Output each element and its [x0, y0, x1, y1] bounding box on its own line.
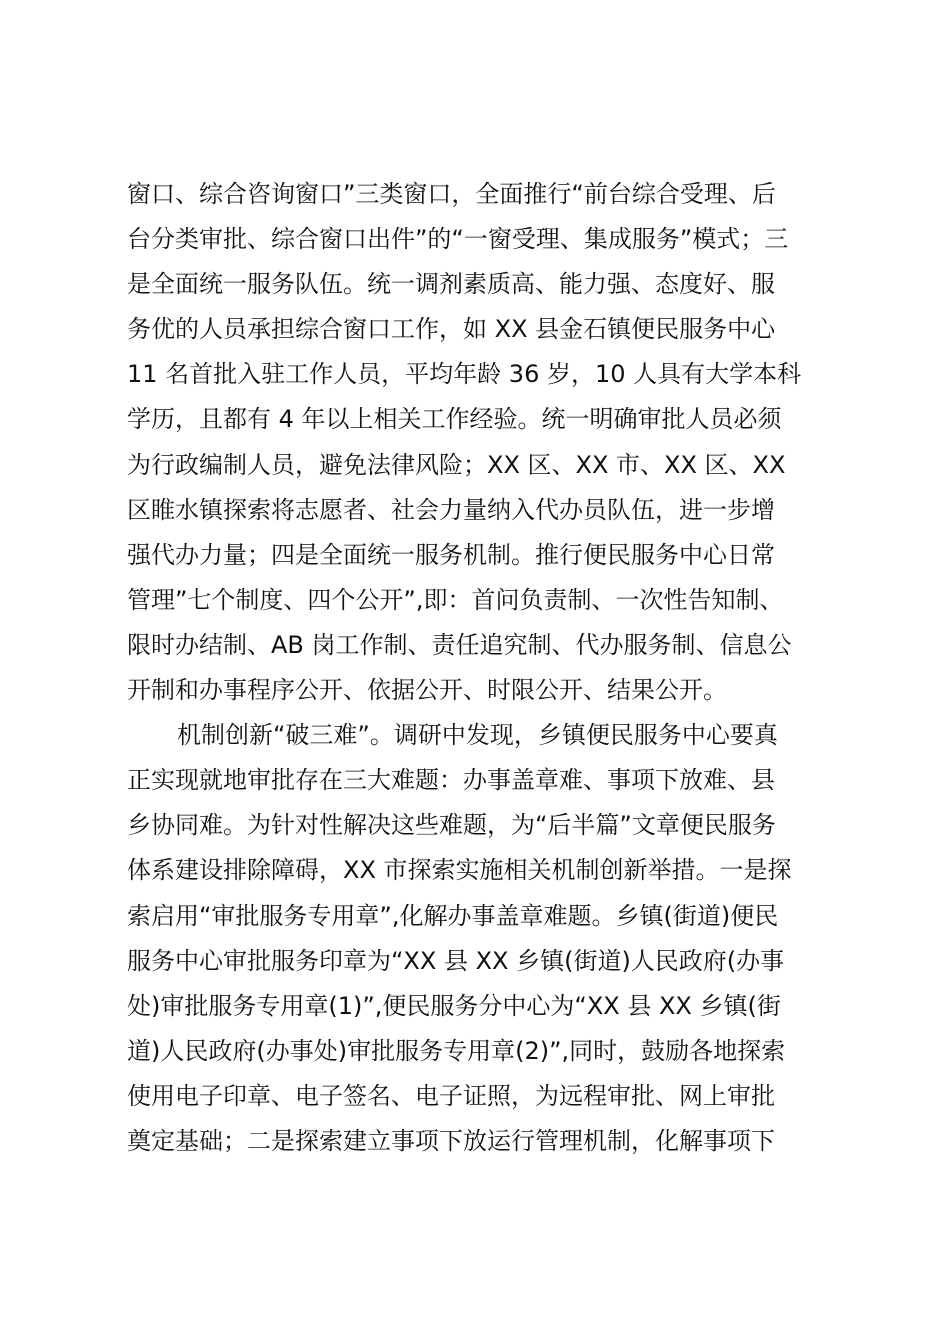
text-line: 务优的人员承担综合窗口工作，如 XX 县金石镇便民服务中心: [127, 315, 776, 344]
text-line: 奠定基础；二是探索建立事项下放运行管理机制，化解事项下: [127, 1126, 775, 1155]
text-line: 乡协同难。为针对性解决这些难题，为“后半篇”文章便民服务: [127, 811, 776, 840]
text-line: 使用电子印章、电子签名、电子证照，为远程审批、网上审批: [127, 1081, 775, 1110]
text-line: 限时办结制、AB 岗工作制、责任追究制、代办服务制、信息公: [127, 630, 792, 659]
text-line: 台分类审批、综合窗口出件”的“一窗受理、集成服务”模式；三: [127, 225, 789, 254]
text-line: 管理”七个制度、四个公开”,即：首问负责制、一次性告知制、: [127, 585, 784, 614]
text-line: 服务中心审批服务印章为“XX 县 XX 乡镇(街道)人民政府(办事: [127, 946, 785, 975]
text-line: 体系建设排除障碍，XX 市探索实施相关机制创新举措。一是探: [127, 856, 792, 885]
text-line: 道)人民政府(办事处)审批服务专用章(2)”,同时，鼓励各地探索: [127, 1036, 786, 1065]
text-line: 强代办力量；四是全面统一服务机制。推行便民服务中心日常: [127, 540, 775, 569]
text-line: 窗口、综合咨询窗口”三类窗口，全面推行“前台综合受理、后: [127, 180, 776, 208]
paragraph-start-line: 机制创新“破三难”。调研中发现，乡镇便民服务中心要真: [177, 721, 778, 750]
text-line: 索启用“审批服务专用章”,化解办事盖章难题。乡镇(街道)便民: [127, 901, 779, 930]
text-line: 11 名首批入驻工作人员，平均年龄 36 岁，10 人具有大学本科: [127, 360, 802, 389]
text-line: 处)审批服务专用章(1)”,便民服务分中心为“XX 县 XX 乡镇(街: [127, 991, 781, 1020]
text-line: 是全面统一服务队伍。统一调剂素质高、能力强、态度好、服: [127, 270, 775, 299]
text-line: 正实现就地审批存在三大难题：办事盖章难、事项下放难、县: [127, 766, 775, 795]
text-line: 开制和办事程序公开、依据公开、时限公开、结果公开。: [127, 676, 727, 705]
text-line: 学历，且都有 4 年以上相关工作经验。统一明确审批人员必须: [127, 405, 782, 434]
document-body: [127, 172, 827, 1164]
text-line: 为行政编制人员，避免法律风险；XX 区、XX 市、XX 区、XX: [127, 450, 786, 479]
text-line: 区睢水镇探索将志愿者、社会力量纳入代办员队伍，进一步增: [127, 495, 775, 524]
